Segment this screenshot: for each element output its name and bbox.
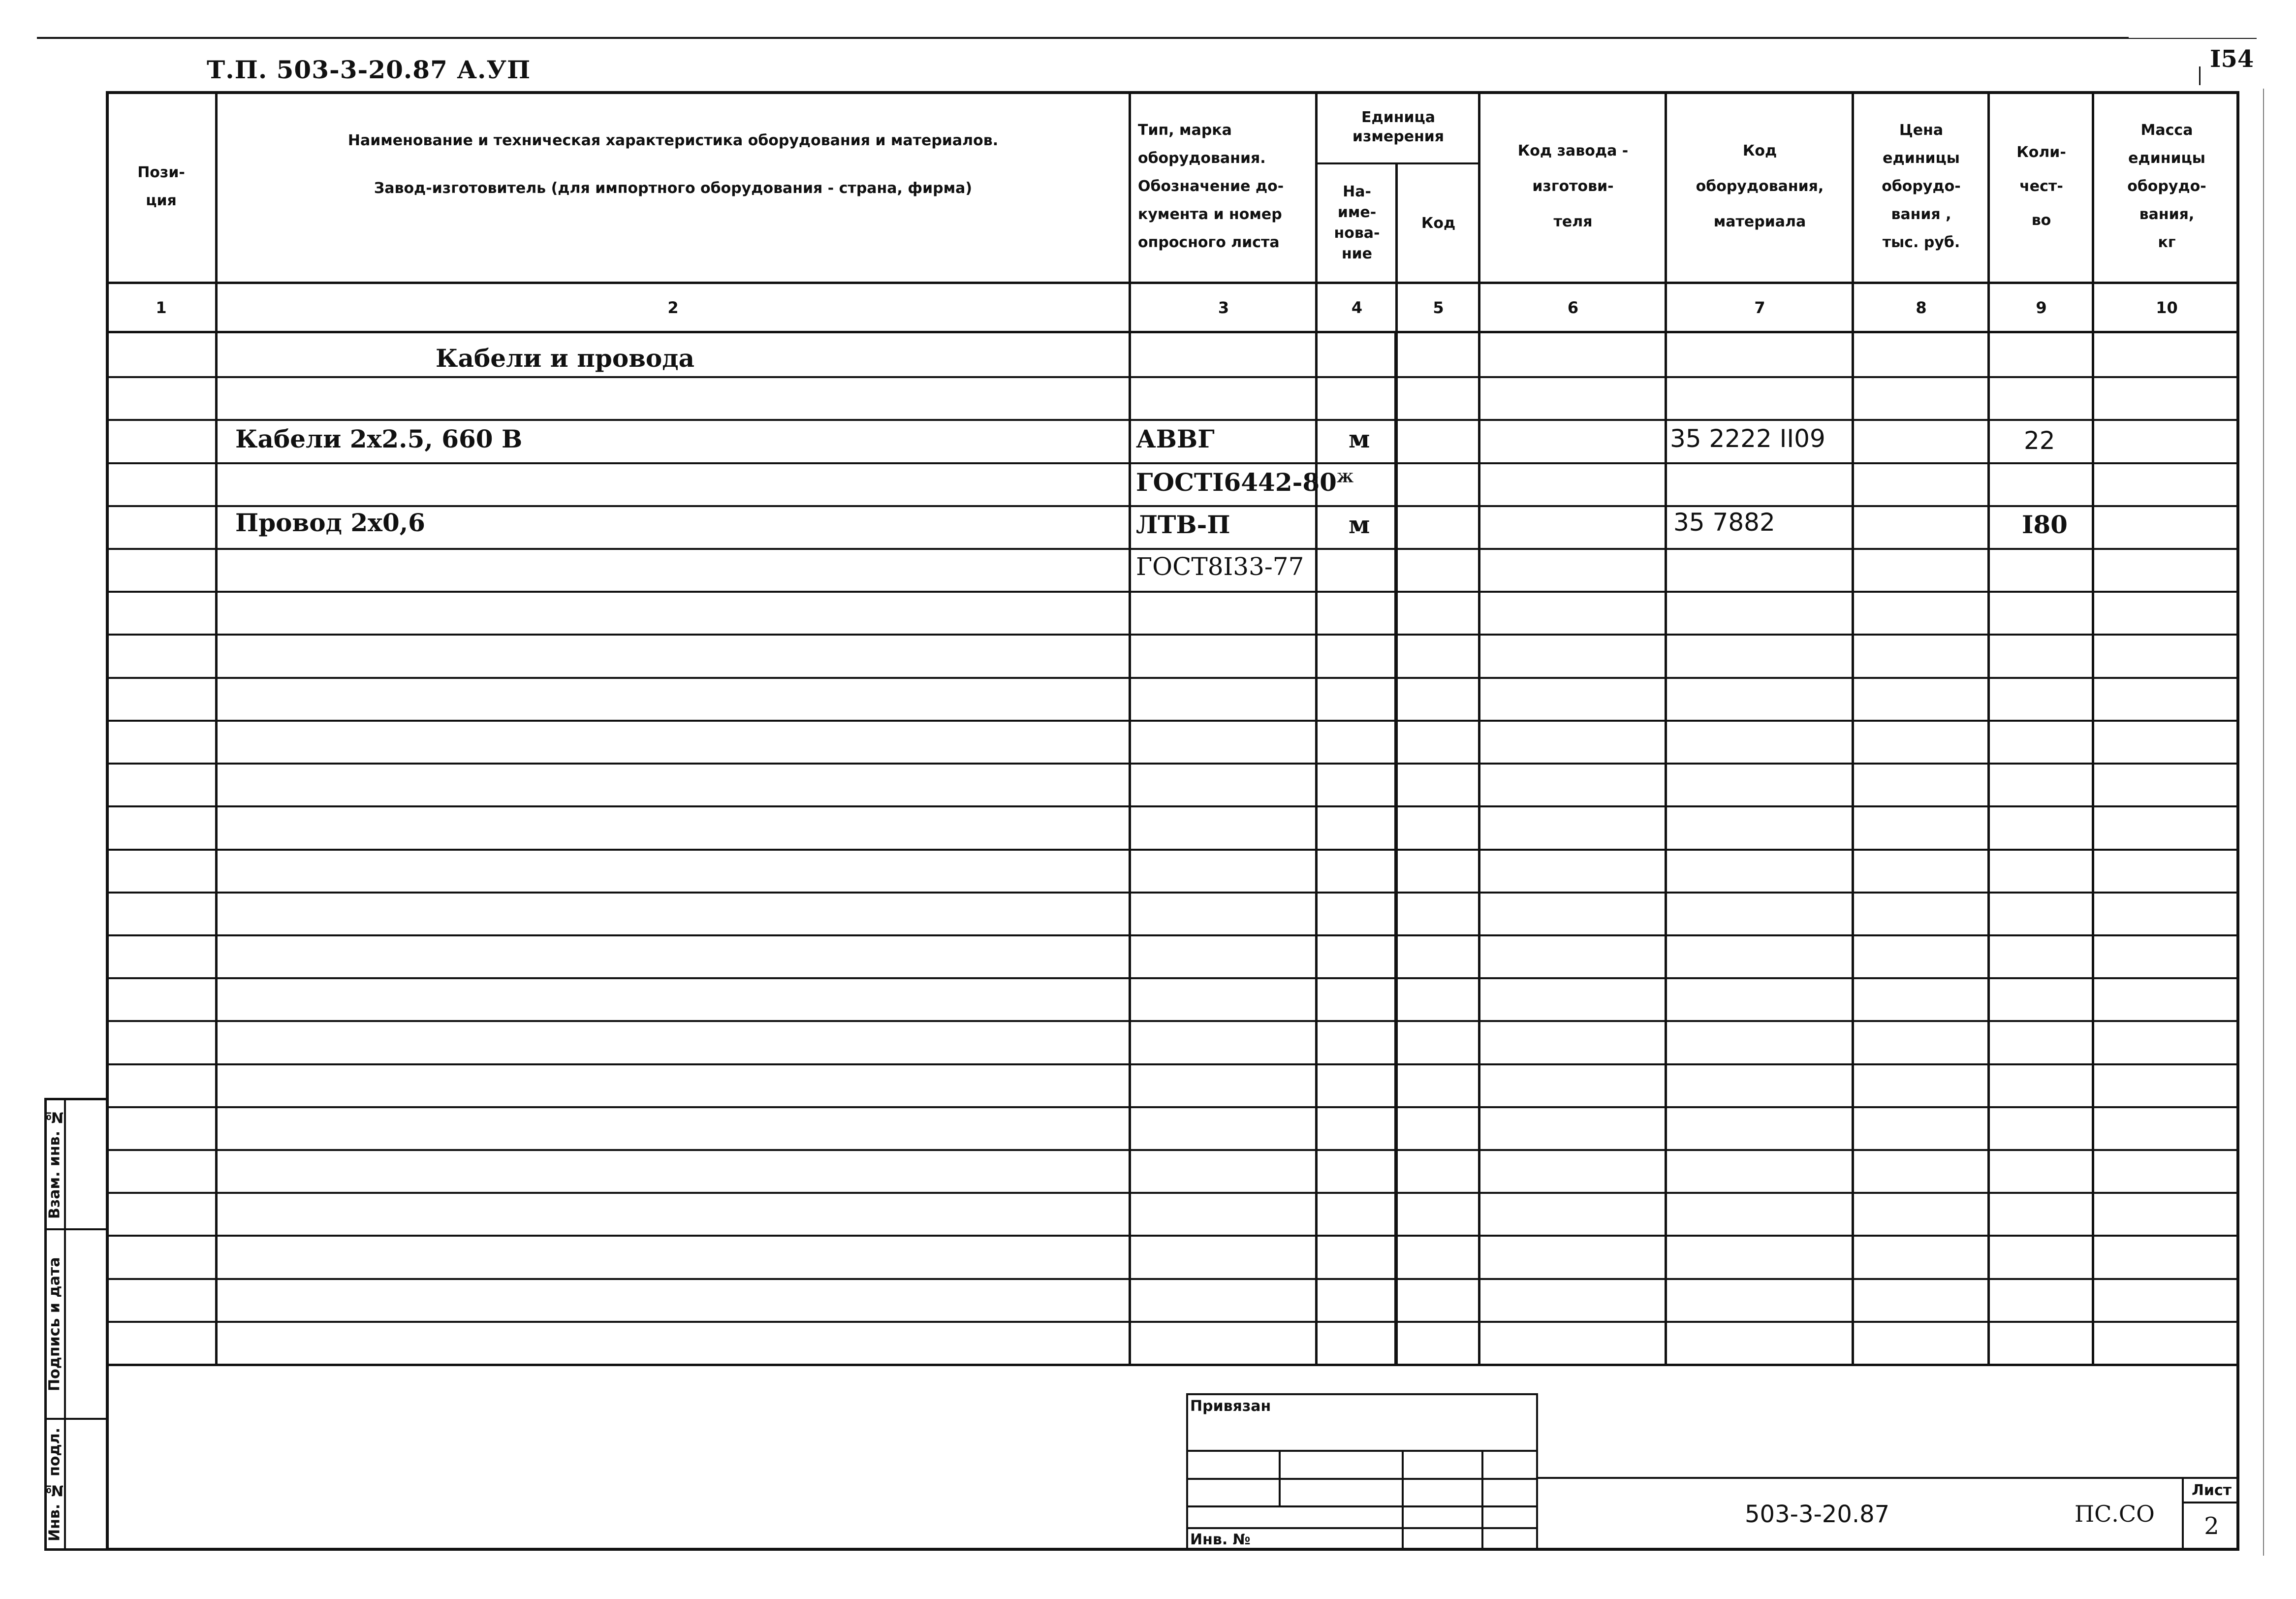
row-separator (106, 1278, 2239, 1280)
row1-quantity: 22 (2024, 426, 2055, 455)
row2-type-text: ГОСТI6442-80 (1136, 468, 1337, 497)
row2-type-sup: Ж (1336, 471, 1354, 486)
sheet-number: 2 (2204, 1512, 2219, 1540)
column-number-7: 7 (1754, 298, 1765, 317)
column-number-5: 5 (1433, 298, 1444, 317)
row-separator (106, 763, 2239, 765)
stamp-line-4 (1186, 1527, 1538, 1529)
sheet-code-top-line (1538, 1477, 2239, 1479)
page-number: I54 (2210, 45, 2254, 73)
row-separator (106, 805, 2239, 807)
stamp-line-1 (1186, 1450, 1538, 1452)
stamp-line-2 (1186, 1478, 1538, 1480)
row3-quantity: I80 (2022, 510, 2068, 539)
sheet-label: Лист (2191, 1481, 2232, 1499)
row-separator (106, 634, 2239, 636)
stamp-privyazan: Привязан (1190, 1398, 1271, 1415)
header-type: Тип, марка оборудования. Обозначение до- кумента и номер опросного листа (1138, 122, 1284, 251)
sheet-code: 503-3-20.87 (1745, 1501, 1890, 1528)
header-position: Пози- ция (137, 163, 185, 209)
row3-name: Провод 2х0,6 (235, 508, 425, 537)
row-separator (106, 1235, 2239, 1237)
side-label-podpis-data: Подпись и дата (46, 1257, 63, 1391)
column-number-8: 8 (1916, 298, 1927, 317)
section-title: Кабели и провода (436, 344, 695, 373)
row-separator (106, 376, 2239, 378)
page-number-tick (2199, 66, 2201, 85)
col-line-9 (2092, 91, 2094, 1365)
column-number-10: 10 (2156, 298, 2178, 317)
row2-type (1136, 468, 1353, 497)
header-unit-code: Код (1421, 214, 1456, 232)
row1-type: АВВГ (1136, 424, 1215, 453)
header-unit-group: Единица измерения (1352, 108, 1445, 145)
header-mass: Масса единицы оборудо- вания, кг (2127, 122, 2206, 251)
row-separator (106, 419, 2239, 421)
row-separator (106, 1106, 2239, 1108)
header-unit-name: На- име- нова- ние (1334, 183, 1380, 262)
stamp-v-3 (1481, 1450, 1483, 1551)
stamp-line-3 (1186, 1505, 1538, 1507)
row-separator (106, 1321, 2239, 1323)
col-line-2 (1129, 91, 1131, 1365)
stamp-v-1 (1279, 1450, 1281, 1506)
column-number-bottom-line (106, 331, 2239, 333)
row-separator (106, 462, 2239, 464)
table-bottom-line (106, 1364, 2239, 1366)
column-number-6: 6 (1567, 298, 1579, 317)
row-separator (106, 977, 2239, 979)
row-separator (106, 548, 2239, 550)
top-rule-right (2129, 38, 2257, 39)
header-factory-code: Код завода - изготови- теля (1517, 142, 1629, 230)
header-name (217, 91, 1130, 282)
column-number-2: 2 (667, 298, 679, 317)
row-separator (106, 934, 2239, 936)
header-name-line1: Наименование и техническая характеристика оборудования и материалов. (347, 131, 999, 149)
row-separator (106, 849, 2239, 851)
row1-equipment-code: 35 2222 II09 (1670, 424, 1825, 453)
column-number-3: 3 (1218, 298, 1229, 317)
row-separator (106, 591, 2239, 593)
column-number-4: 4 (1351, 298, 1363, 317)
col-line-5 (1478, 91, 1480, 1365)
row1-name: Кабели 2х2.5, 660 В (235, 424, 523, 453)
side-label-inv-podl: Инв. № подл. (46, 1427, 63, 1541)
row-separator (106, 1020, 2239, 1022)
sheet-suffix: ПС.СО (2075, 1501, 2155, 1527)
top-rule (37, 37, 2129, 39)
row-separator (106, 1063, 2239, 1065)
header-price: Цена единицы оборудо- вания , тыс. руб. (1882, 122, 1961, 251)
row1-unit: м (1349, 424, 1370, 453)
stamp-inv-no: Инв. № (1190, 1531, 1251, 1548)
document-code: Т.П. 503-3-20.87 А.УП (207, 55, 531, 84)
row-separator (106, 892, 2239, 894)
row4-type: ГОСТ8I33-77 (1136, 552, 1304, 581)
col-line-6 (1665, 91, 1667, 1365)
col-line-1 (215, 91, 218, 1365)
side-label-vzam-inv: Взам. инв. № (46, 1108, 63, 1219)
right-margin-line (2263, 89, 2264, 1556)
row-separator (106, 505, 2239, 507)
row3-equipment-code: 35 7882 (1673, 508, 1775, 537)
row-separator (106, 677, 2239, 679)
col-line-8 (1987, 91, 1990, 1365)
row-separator (106, 1149, 2239, 1151)
col-line-4b (1394, 331, 1397, 1365)
row-separator (106, 720, 2239, 722)
column-number-9: 9 (2036, 298, 2047, 317)
header-name-line2: Завод-изготовитель (для импортного оборудования - страна, фирма) (374, 179, 973, 197)
col-line-3 (1315, 91, 1318, 1365)
row3-type: ЛТВ-П (1136, 510, 1230, 539)
header-equipment-code: Код оборудования, материала (1696, 142, 1824, 230)
column-number-1: 1 (156, 298, 167, 317)
stamp-v-2 (1402, 1450, 1404, 1551)
col-line-7 (1852, 91, 1854, 1365)
row-separator (106, 1192, 2239, 1194)
row3-unit: м (1349, 510, 1370, 539)
header-quantity: Коли- чест- во (2016, 144, 2066, 229)
side-strip-divider-v (64, 1098, 66, 1551)
